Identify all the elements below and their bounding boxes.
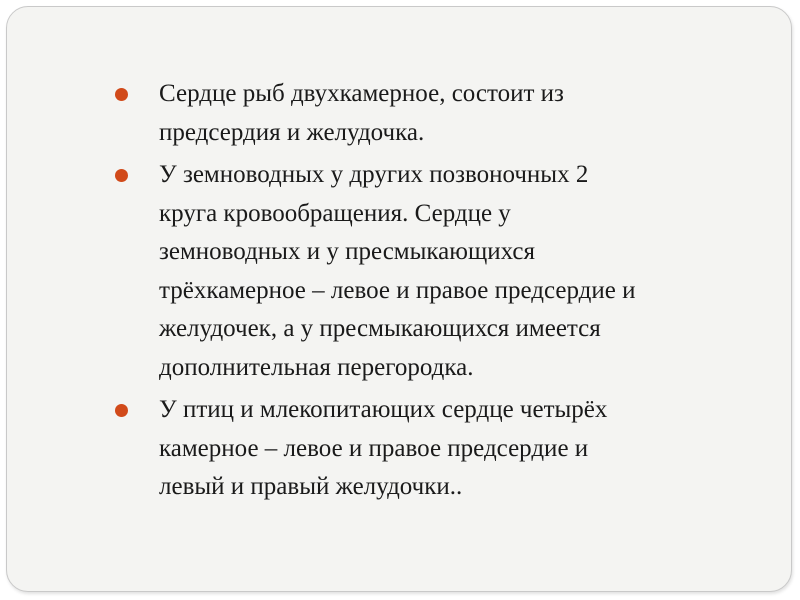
bullet-list	[109, 75, 749, 511]
text-line: трёхкамерное – левое и правое предсердие и	[159, 276, 636, 304]
text-line: дополнительная перегородка.	[159, 353, 474, 381]
text-line: желудочек, а у пресмыкающихся имеется	[159, 315, 601, 342]
text-line: круга кровообращения. Сердце у	[159, 199, 511, 227]
text-line: земноводных и у пресмыкающихся	[159, 238, 535, 265]
text-line: левый и правый желудочки..	[159, 473, 463, 500]
slide-frame	[6, 6, 792, 592]
bullet-item-2	[109, 156, 749, 387]
bullet-dot-icon	[115, 404, 128, 417]
text-line: камерное – левое и правое предсердие и	[159, 434, 589, 462]
text-line: У птиц и млекопитающих сердце четырёх	[159, 396, 608, 423]
bullet-text	[159, 75, 749, 152]
bullet-item-1	[109, 75, 749, 152]
bullet-text	[159, 391, 749, 507]
bullet-dot-icon	[115, 88, 128, 101]
text-line: Сердце рыб двухкамерное, состоит из	[159, 80, 564, 107]
text-line: предсердия и желудочка.	[159, 118, 425, 146]
text-line: У земноводных у других позвоночных 2	[159, 161, 589, 188]
bullet-item-3	[109, 391, 749, 507]
bullet-dot-icon	[115, 169, 128, 182]
bullet-text	[159, 156, 749, 387]
